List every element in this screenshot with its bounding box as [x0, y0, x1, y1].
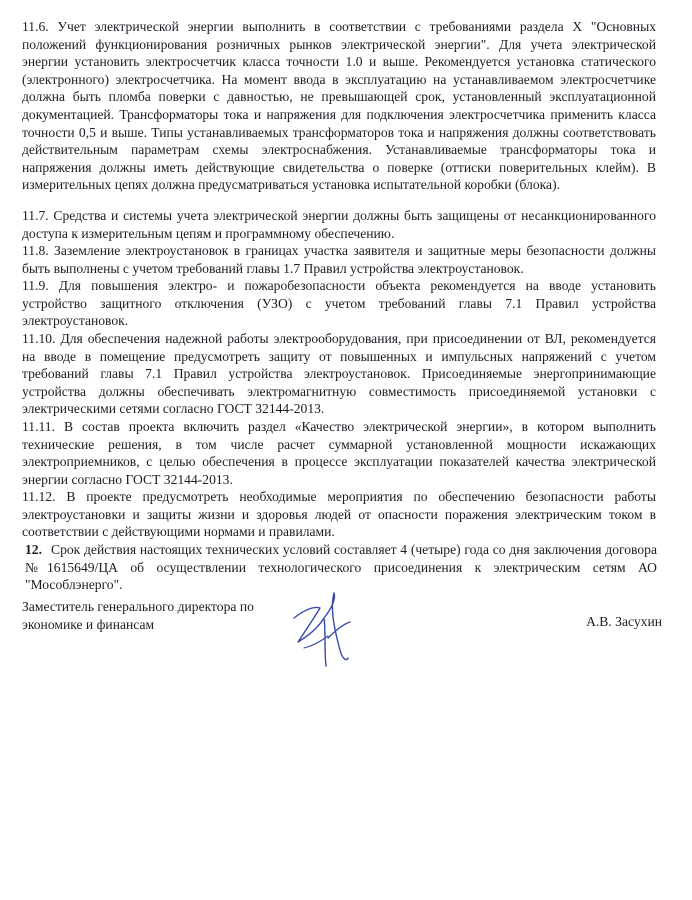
clause-11-12 [22, 488, 656, 541]
clause-11-10 [22, 330, 656, 418]
clause-11-9 [22, 277, 656, 330]
clause-11-9-text: 11.9. Для повышения электро- и пожаробезопасности объекта рекомендуется на вводе установить устройство защитного отключения (УЗО) с учетом требований главы 7.1 Правил устройства электроустановок. [22, 278, 656, 329]
clause-11-6-text: 11.6. Учет электрической энергии выполнить в соответствии с требованиями раздела X "Основных положений функционирования розничных рынков электрической энергии". Для учета электрической энергии установить электросчетчик класса точности 1.0 и выше. Рекомендуется установка статического (электронного) электросчетчика. На момент ввода в эксплуатацию на устанавливаемом электросчетчике должна быть пломба поверки с давностью, не превышающей срок, установленный эксплуатационной документацией. Трансформаторы тока и напряжения для подключения электросчетчика применить класса точности 0,5 и выше. Типы устанавливаемых трансформаторов тока и напряжения должны соответствовать действительным параметрам схемы электроснабжения. Устанавливаемые трансформаторы тока и напряжения должны иметь действующие свидетельства о поверке (оттиски поверительных клейм). В измерительных цепях должна предусматриваться установка испытательной коробки (блока). [22, 19, 656, 193]
clause-12-number: 12. [25, 542, 42, 557]
clause-11-11-text: 11.11. В состав проекта включить раздел «Качество электрической энергии», в котором выполнить технические решения, в том числе расчет суммарной установленной мощности искажающих электроприемников, с целью обеспечения в процессе эксплуатации показателей качества электрической энергии согласно ГОСТ 32144-2013. [22, 419, 656, 487]
clause-11-8-text: 11.8. Заземление электроустановок в границах участка заявителя и защитные меры безопасности должны быть выполнены с учетом требований главы 1.7 Правил устройства электроустановок. [22, 243, 656, 276]
clause-11-7 [22, 207, 656, 242]
clause-12 [25, 541, 657, 594]
clause-11-7-text: 11.7. Средства и системы учета электрической энергии должны быть защищены от несанкционированного доступа к измерительным цепям и программному обеспечению. [22, 208, 656, 241]
clause-11-8 [22, 242, 656, 277]
handwritten-signature [284, 588, 364, 678]
clause-12-text: Срок действия настоящих технических условий составляет 4 (четыре) года со дня заключения договора №1615649/ЦА об осуществлении технологического присоединения к электрическим сетям АО "Мособлэнерго". [25, 542, 657, 593]
clause-11-11 [22, 418, 656, 488]
signature-block [22, 598, 662, 698]
clause-11-6 [22, 18, 656, 194]
signatory-name: А.В. Засухин [586, 614, 662, 629]
clause-11-12-text: 11.12. В проекте предусмотреть необходимые мероприятия по обеспечению безопасности работы электроустановки и защиты жизни и здоровья людей от опасности поражения электрическим током в соответствии с действующими нормами и правилами. [22, 489, 656, 540]
clause-11-10-text: 11.10. Для обеспечения надежной работы электрооборудования, при присоединении от ВЛ, рекомендуется на вводе в помещение предусмотреть защиту от повышенных и импульсных напряжений с учетом требований главы 7.1 Правил устройства электроустановок. Присоединяемые энергопринимающие устройства должны обеспечивать электромагнитную совместимость присоединяемой установки с электрическими сетями согласно ГОСТ 32144-2013. [22, 331, 656, 417]
signatory-title: Заместитель генерального директора по экономике и финансам [22, 599, 254, 632]
